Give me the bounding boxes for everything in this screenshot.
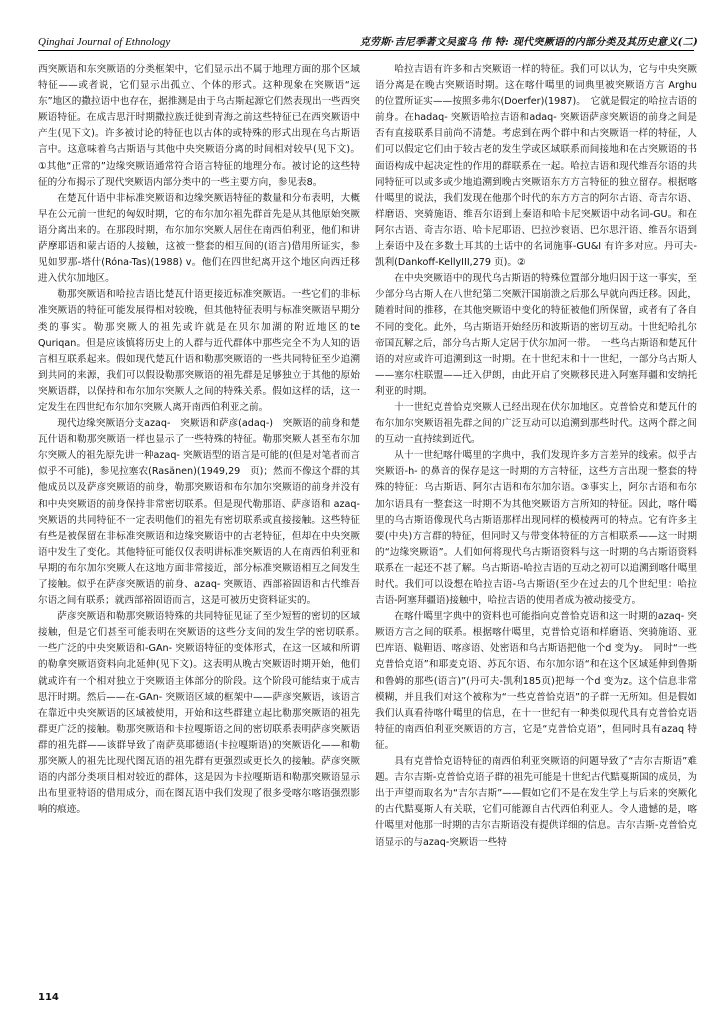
running-header	[38, 30, 698, 48]
paragraph: 现代边缘突厥语分支azaq- 突厥语和萨彦(adaq-) 突厥语的前身和楚瓦什语和勒那突厥语一样也显示了一些特殊的特征。勒那突厥人甚至布尔加尔突厥人的祖先原先讲一种azaq- 突厥语型的语言是可能的(但是对笔者而言似乎不可能)，参见拉塞农(Rasänen)(1949,29 页)；然而不像这个群的其他成员以及萨彦突厥语的前身，勒那突厥语和布尔加尔突厥语的前身并没有和中央突厥语的前身保持非常密切联系。但是现代勒那语、萨彦语和 azaq- 突厥语的共同特征不一定表明他们的祖先有密切联系或直接接触。这些特征有些是被保留在非标准突厥语和边缘突厥语中的古老特征，但却在中央突厥语中发生了变化。其他特征可能仅仅表明讲标准突厥语的人在南西伯利亚和早期的布尔加尔突厥人在这地方面非常接近，部分标准突厥语相互之间发生了接触。似乎在萨彦突厥语的前身、azaq- 突厥语、西部裕固语和古代维吾尔语之间有联系；就西部裕固语而言，这是可被历史资料证实的。	[38, 418, 360, 607]
paragraph: 西突厥语和东突厥语的分类框架中，它们显示出不属于地理方面的那个区域特征——或者说，它们显示出孤立、个体的形式。这种现象在突厥语“远东”地区的撒拉语中也存在，据推测是由于乌古斯起源它们然表现出一些西突厥语特征。在成吉思汗时期撒拉族迁徙到青海之前这些特征已在西突厥语中产生(见下文)。许多被讨论的特征也以古体的或特殊的形式出现在乌古斯语言中。这意味着乌古斯语与其他中央突厥语分离的时间相对较早(见下文)。①其他“正常的”边缘突厥语通常符合语言特征的地理分布。被讨论的这些特征的分布揭示了现代突厥语内部分类中的一些主要方向，参见表8。	[38, 64, 360, 188]
paragraph: 从十一世纪喀什噶里的字典中，我们发现许多方言差异的线索。似乎古突厥语-h- 的鼻音的保存是这一时期的方言特征，这些方言出现一整套的特殊的特征：乌古斯语、阿尔古语和布尔加尔语。③事实上，阿尔古语和布尔加尔语具有一整套这一时期不为其他突厥语方言所知的特征。因此，喀什噶里的乌古斯语像现代乌古斯语那样出现同样的模棱两可的特点。它有许多主要(中央)方言群的特征，但同时又与带变体特征的方言相联系——这一时期的“边缘突厥语”。人们如何将现代乌古斯语资料与这一时期的乌古斯语资料联系在一起还不甚了解。乌古斯语-哈拉吉语的互动之初可以追溯到喀什噶里时代。我们可以设想在哈拉吉语-乌古斯语(至少在过去的几个世纪里：哈拉吉语-阿塞拜疆语)接触中，哈拉吉语的使用者成为被动接受方。	[375, 450, 697, 607]
paragraph: 在喀什噶里字典中的资料也可能指向克普恰克语和这一时期的azaq- 突厥语方言之间的联系。根据喀什噶里，克普恰克语和样磨语、突骑施语、亚巴库语、鞑靼语、喀彦语、处密语和乌古斯语把他一个d 变为y。 同时“一些克普恰克语”和耶麦克语、苏瓦尔语、布尔加尔语“和在这个区域延伸到鲁斯和鲁姆的那些(语言)”(丹可夫-凯利185页)把每一个d 变为z。这个信息非常模糊，并且我们对这个被称为“一些克普恰克语”的子群一无所知。但是假如我们认真看待喀什噶里的信息，在十一世纪有一种类似现代具有克普恰克语特征的南西伯利亚突厥语的方言，它是“克普恰克语”，但同时具有azaq 特征。	[375, 611, 697, 751]
paragraph: 勒那突厥语和哈拉吉语比楚瓦什语更接近标准突厥语。一些它们的非标准突厥语的特征可能发展得相对较晚，但其他特征表明与标准突厥语早期分类的事实。勒那突厥人的祖先或许就是在贝尔加湖的附近地区的te Quriqan。但是应该慎将历史上的人群与近代群体中那些完全不为人知的语言相互联系起来。假如现代楚瓦什语和勒那突厥语的一些共同特征至少追溯到共同的来源，我们可以假设勒那突厥语的祖先群是足够独立于其他的原始突厥语群，以保持和布尔加尔突厥人之间的特殊关系。假如这样的话，这一定发生在四世纪布尔加尔突厥人离开南西伯利亚之前。	[38, 289, 370, 413]
left-column	[38, 62, 370, 974]
paragraph: 萨彦突厥语和勒那突厥语特殊的共同特征见证了至少短暂的密切的区域接触，但是它们甚至可能表明在突厥语的这些分支间的发生学的密切联系。 一些广泛的中央突厥语和-GAn- 突厥语特征的变体形式，在这一区域和所谓的勒拿突厥语资料向北延伸(见下文)。这表明从晚古突厥语时期开始，他们就或许有一个相对独立于突厥语主体部分的阶段。这个阶段可能结束于成吉思汗时期。然后——在-GAn- 突厥语区域的框架中——萨彦突厥语，该语言在靠近中央突厥语的区域被使用，开始和这些群建立起比勒那突厥语的祖先群更广泛的接触。勒那突厥语和卡拉嘎斯语之间的密切联系表明萨彦突厥语群的祖先群——该群导致了南萨莫耶德语(卡拉嘎斯语)的突厥语化——和勒那突厥人的祖先比现代图瓦语的祖先群有更强烈或更长久的接触。萨彦突厥语的内部分类项目相对较近的群体，这是因为卡拉嘎斯语和勒那突厥语显示出布里亚特语的借用成分，而在图瓦语中我们发现了很多受喀尔喀语强烈影响的痕迹。	[38, 611, 370, 816]
paragraph: 哈拉吉语有许多和古突厥语一样的特征。我们可以认为，它与中央突厥语分离是在晚古突厥语时期。这在喀什噶里的词典里被突厥语方言 Arghu 的位置所证实——按照多弗尔(Doerfer)(1987)。 它就是假定的哈拉吉语的前身。在hadaq- 突厥语哈拉吉语和adaq- 突厥语萨彦突厥语的前身之间是否有直接联系目前尚不清楚。考虑到在两个群中和古突厥语一样的特征，人们可以假定它们由于较古老的发生学或区域联系而间接地和在古突厥语的书面语构成中起决定性的作用的群联系在一起。哈拉吉语和现代维吾尔语的共同特征可以或多或少地追溯到晚古突厥语东方方言特征的独立留存。根据喀什噶里的说法，我们发现在他那个时代的东方方言的阿尔古语、奇吉尔语、样磨语、突骑施语、维吾尔语到上秦语和哈卡尼突厥语中动名词-GU。和在阿尔古语、奇吉尔语、哈卡尼耶语、巴拉沙衮语、巴尔思汗语、维吾尔语到上秦语中及在多数土耳其的土话中的名词施事-GU&I 有许多对应。丹可夫-凯利(Dankoff-KellyIII,279 页)。②	[375, 64, 697, 269]
paragraph: 具有克普恰克语特征的南西伯利亚突厥语的问题导致了“吉尔吉斯语”难题。吉尔吉斯-克普恰克语子群的祖先可能是十世纪古代黠戛斯国的成员，为出于声望而取名为“吉尔吉斯”——假如它们不是在发生学上与后来的突厥化的古代黠戛斯人有关联，它们可能源自古代西伯利亚人。令人遗憾的是，喀什噶里对他那一时期的吉尔吉斯语没有提供详细的信息。吉尔吉斯-克普恰克语显示的与azaq-突厥语一些特	[375, 756, 697, 848]
page-number: 114	[38, 992, 59, 1003]
paragraph: 在中央突厥语中的现代乌古斯语的特殊位置部分地归因于这一事实，至少部分乌古斯人在八世纪第二突厥汗国崩溃之后那么早就向西迁移。因此，随着时间的推移，在其他突厥语中变化的特征被他们所保留，或者有了各自不同的变化。此外，乌古斯语开始经历和波斯语的密切互动。十世纪哈扎尔帝国瓦解之后，部分乌古斯人定居于伏尔加河一带。 一些乌古斯语和楚瓦什语的对应或许可追溯到这一时期。在十世纪末和十一世纪，一部分乌古斯人——塞尔柱联盟——迁入伊朗，由此开启了突厥移民进入阿塞拜疆和安纳托利亚的时期。	[375, 273, 697, 397]
right-column	[375, 62, 697, 974]
paragraph: 十一世纪克普恰克突厥人已经出现在伏尔加地区。克普恰克和楚瓦什的布尔加尔突厥语祖先群之间的广泛互动可以追溯到那些时代。这两个群之间的互动一直持续到近代。	[375, 401, 697, 446]
paragraph: 在楚瓦什语中非标准突厥语和边缘突厥语特征的数量和分布表明，大概早在公元前一世纪的匈奴时期，它的布尔加尔祖先群首先是从其他原始突厥语分离出来的。在那段时期，布尔加尔突厥人居住在南西伯利亚，他们和讲萨摩耶语和蒙古语的人接触，这被一整套的相互间的(语言)借用所证实，参见如罗那-塔什(Róna-Tas)(1988) ⅴ。他们在四世纪离开这个地区向西迁移进入伏尔加地区。	[38, 192, 360, 285]
journal-name: Qinghai Journal of Ethnology	[38, 36, 171, 48]
header-divider	[38, 50, 694, 51]
running-title: 克劳斯·吉尼季著文吴蛮乌 伟 特: 现代突厥语的内部分类及其历史意义(二)	[359, 37, 698, 48]
